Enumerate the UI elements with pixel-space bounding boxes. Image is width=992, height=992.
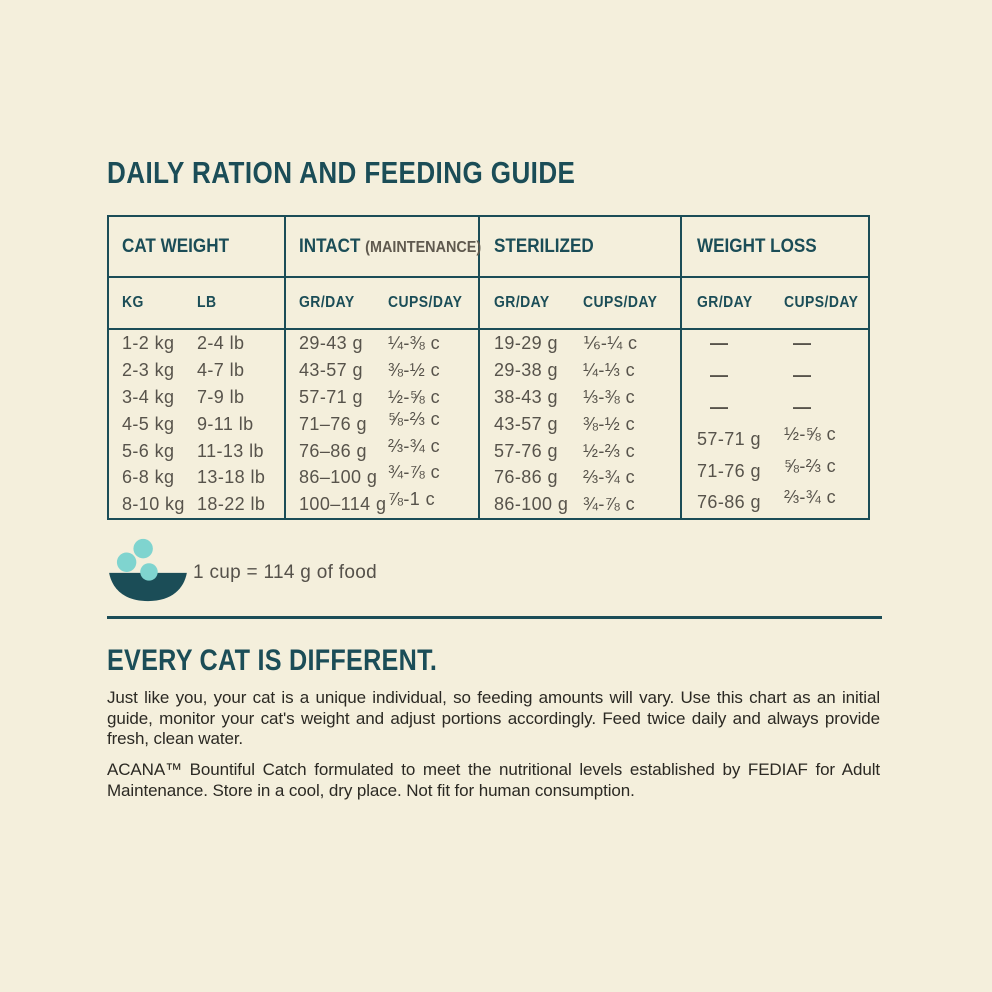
cell-weight-loss-cups: ⅔-¾ c (784, 487, 837, 507)
cell-intact-grams: 29-43 g (299, 333, 363, 353)
cell-weight-loss-grams: 76-86 g (697, 492, 761, 512)
cell-sterilized-cups: ½-⅔ c (583, 440, 636, 461)
cell-weight-loss-grams: — (710, 365, 728, 385)
table-row (680, 330, 870, 362)
cell-weight-loss-grams: 71-76 g (697, 460, 761, 481)
cell-kg: 5-6 kg (122, 440, 175, 461)
cell-sterilized-grams: 86-100 g (494, 494, 569, 515)
table-row (680, 487, 870, 519)
nutritional-statement-paragraph: ACANA™ Bountiful Catch formulated to meet the nutritional levels established by FEDIAF for Adult Maintenance. Store in a cool, dry place. Not fit for human consumption. (107, 760, 880, 800)
table-row (680, 456, 870, 488)
footer-heading: EVERY CAT IS DIFFERENT. (107, 644, 438, 677)
cell-lb: 4-7 lb (197, 359, 245, 380)
cell-intact-cups: ⅞-1 c (388, 489, 436, 510)
cell-weight-loss-cups: ⅝-⅔ c (784, 455, 837, 476)
header-sterilized: STERILIZED (494, 236, 594, 257)
cell-intact-grams: 71–76 g (299, 413, 367, 434)
cell-sterilized-cups: ⅙-¼ c (583, 333, 638, 353)
subheader-sterilized-cups-day: CUPS/DAY (583, 294, 658, 311)
subheader-intact-gr-day: GR/DAY (299, 294, 355, 311)
cell-sterilized-cups: ⅓-⅜ c (583, 386, 636, 407)
cell-intact-cups: ¾-⅞ c (388, 462, 441, 483)
subheader-weight-loss-cups-day: CUPS/DAY (784, 294, 859, 311)
cell-intact-cups: ⅜-½ c (388, 359, 441, 380)
cell-kg: 4-5 kg (122, 413, 175, 434)
food-bowl-icon (104, 536, 192, 604)
weight-loss-value-rows (680, 424, 870, 519)
subheader-weight-loss-gr-day: GR/DAY (697, 294, 753, 311)
cell-weight-loss-cups: — (793, 397, 811, 417)
kibble-dot (140, 563, 157, 580)
cell-weight-loss-grams: 57-71 g (697, 429, 761, 449)
table-row (680, 394, 870, 426)
cell-weight-loss-cups: — (793, 365, 811, 385)
cell-intact-cups: ⅝-⅔ c (388, 408, 441, 429)
cup-equivalence-caption: 1 cup = 114 g of food (193, 562, 377, 583)
kibble-dot (133, 539, 152, 558)
cell-sterilized-cups: ⅔-¾ c (583, 467, 636, 488)
weight-loss-empty-rows (680, 330, 870, 426)
cell-sterilized-grams: 57-76 g (494, 440, 558, 461)
header-weight-loss: WEIGHT LOSS (697, 236, 817, 257)
subheader-kg: KG (122, 294, 144, 311)
cell-sterilized-grams: 76-86 g (494, 467, 558, 488)
cell-sterilized-grams: 38-43 g (494, 386, 558, 407)
cell-kg: 6-8 kg (122, 467, 175, 488)
feeding-guide-table (107, 215, 870, 520)
cell-intact-grams: 86–100 g (299, 467, 378, 488)
cell-intact-grams: 57-71 g (299, 386, 363, 407)
cell-weight-loss-grams: — (710, 333, 728, 353)
cell-lb: 13-18 lb (197, 467, 266, 488)
section-divider (107, 616, 882, 619)
cell-intact-cups: ⅔-¾ c (388, 435, 441, 456)
subheader-sterilized-gr-day: GR/DAY (494, 294, 550, 311)
cell-kg: 8-10 kg (122, 494, 185, 515)
cell-sterilized-grams: 19-29 g (494, 333, 558, 353)
cell-sterilized-cups: ⅜-½ c (583, 413, 636, 434)
cell-lb: 18-22 lb (197, 494, 266, 515)
cell-intact-cups: ¼-⅜ c (388, 333, 441, 353)
feeding-advice-paragraph: Just like you, your cat is a unique individual, so feeding amounts will vary. Use this chart as an initial guide, monitor your cat's weight and adjust portions accordingly. Feed twice daily and always provide fresh, clean water. (107, 688, 880, 748)
header-intact: INTACT (MAINTENANCE) (299, 236, 482, 257)
cell-lb: 11-13 lb (197, 440, 264, 461)
cell-lb: 9-11 lb (197, 413, 254, 434)
page-title: DAILY RATION AND FEEDING GUIDE (107, 155, 576, 190)
cell-sterilized-cups: ¼-⅓ c (583, 359, 636, 380)
cell-weight-loss-grams: — (710, 397, 728, 417)
cell-weight-loss-cups: ½-⅝ c (784, 424, 837, 444)
cell-kg: 1-2 kg (122, 333, 175, 353)
cell-sterilized-cups: ¾-⅞ c (583, 494, 636, 515)
cell-intact-cups: ½-⅝ c (388, 386, 441, 407)
cell-sterilized-grams: 43-57 g (494, 413, 558, 434)
cell-kg: 2-3 kg (122, 359, 175, 380)
cell-weight-loss-cups: — (793, 333, 811, 353)
subheader-lb: LB (197, 294, 217, 311)
cell-kg: 3-4 kg (122, 386, 175, 407)
cell-sterilized-grams: 29-38 g (494, 359, 558, 380)
cell-lb: 7-9 lb (197, 386, 245, 407)
cell-intact-grams: 100–114 g (299, 494, 387, 515)
table-row (680, 424, 870, 456)
cell-intact-grams: 76–86 g (299, 440, 367, 461)
table-row (680, 362, 870, 394)
header-cat-weight: CAT WEIGHT (122, 236, 230, 257)
subheader-intact-cups-day: CUPS/DAY (388, 294, 463, 311)
kibble-dot (117, 553, 136, 572)
cell-lb: 2-4 lb (197, 333, 245, 353)
cell-intact-grams: 43-57 g (299, 359, 363, 380)
